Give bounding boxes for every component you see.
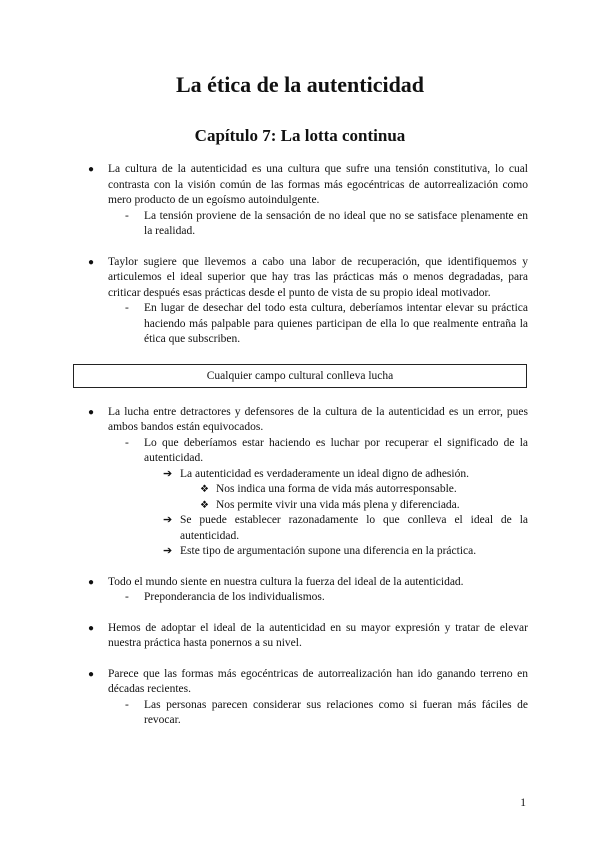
list-item <box>88 621 528 652</box>
list-item-text: La lucha entre detractores y defensores de la cultura de la autenticidad es un error, pues ambos bandos están equivocados. <box>108 405 528 433</box>
sub-list-item <box>125 209 528 240</box>
list-item-text: La cultura de la autenticidad es una cultura que sufre una tensión constitutiva, lo cual contrasta con la visión común de las formas más egocéntricas de autorrealización como mero producto de un egoísmo autoindulgente. <box>108 163 528 206</box>
sub-list-item <box>125 698 528 729</box>
bullet-dash-icon: - <box>125 209 129 222</box>
arrow-list-item <box>163 467 528 483</box>
arrow-right-icon: ➔ <box>163 545 173 557</box>
arrow-list-item <box>163 513 528 544</box>
diamond-list-item <box>200 482 528 498</box>
sub-list-item <box>125 301 528 348</box>
document-title: La ética de la autenticidad <box>175 72 425 97</box>
bullet-dot-icon: ● <box>88 668 95 680</box>
arrow-right-icon: ➔ <box>163 467 173 480</box>
sub-list-item-text: La tensión proviene de la sensación de no ideal que no se satisface plenamente en la realidad. <box>144 209 528 237</box>
arrow-list-item-text: Este tipo de argumentación supone una diferencia en la práctica. <box>180 545 477 557</box>
list-item-text: Taylor sugiere que llevemos a cabo una labor de recuperación, que identifiquemos y articulemos el ideal superior que hay tras las prácticas más o menos degradadas, para criticar después esas prácticas desde el punto de vista de su propio ideal motivador. <box>108 255 528 299</box>
diamond-list-item-text: Nos indica una forma de vida más autorresponsable. <box>216 483 457 495</box>
diamond-icon: ❖ <box>200 499 209 511</box>
list-item <box>88 575 528 591</box>
sub-list-item-text: Lo que deberíamos estar haciendo es luchar por recuperar el significado de la autenticidad. <box>144 436 528 464</box>
diamond-list-item-text: Nos permite vivir una vida más plena y diferenciada. <box>216 498 460 511</box>
bullet-dash-icon: - <box>125 436 129 449</box>
diamond-icon: ❖ <box>200 484 209 495</box>
sub-list-item <box>125 436 528 467</box>
bullet-dot-icon: ● <box>88 164 95 175</box>
arrow-list-item-text: La autenticidad es verdaderamente un ideal digno de adhesión. <box>180 467 469 480</box>
sub-list-item-text: En lugar de desechar del todo esta cultura, deberíamos intentar elevar su práctica haciendo más palpable para quienes participan de ella lo que realmente entraña la ética que subscriben. <box>144 302 528 345</box>
list-item <box>88 405 528 436</box>
list-item-text: Parece que las formas más egocéntricas de autorrealización han ido ganando terreno en décadas recientes. <box>108 667 528 695</box>
sub-list-item-text: Las personas parecen considerar sus relaciones como si fueran más fáciles de revocar. <box>144 698 528 726</box>
bullet-dot-icon: ● <box>88 576 95 588</box>
bullet-dash-icon: - <box>125 698 129 711</box>
list-item-text: Hemos de adoptar el ideal de la autenticidad en su mayor expresión y tratar de elevar nuestra práctica hasta ponernos a su nivel. <box>108 621 528 649</box>
list-item <box>88 667 528 698</box>
diamond-list-item <box>200 498 528 514</box>
list-item <box>88 255 528 302</box>
section-heading-box: Cualquier campo cultural conlleva lucha <box>73 364 527 388</box>
arrow-right-icon: ➔ <box>163 514 173 526</box>
document-body <box>0 162 600 729</box>
bullet-dash-icon: - <box>125 591 129 603</box>
arrow-list-item <box>163 544 528 560</box>
page-number: 1 <box>520 797 526 809</box>
arrow-list-item-text: Se puede establecer razonadamente lo que conlleva el ideal de la autenticidad. <box>180 514 528 542</box>
chapter-heading: Capítulo 7: La lotta continua <box>194 126 406 145</box>
list-item-text: Todo el mundo siente en nuestra cultura la fuerza del ideal de la autenticidad. <box>108 575 464 588</box>
list-item <box>88 162 528 209</box>
bullet-dot-icon: ● <box>88 622 95 634</box>
bullet-dot-icon: ● <box>88 406 95 418</box>
bullet-dot-icon: ● <box>88 256 95 268</box>
bullet-dash-icon: - <box>125 302 129 314</box>
sub-list-item-text: Preponderancia de los individualismos. <box>144 591 325 603</box>
sub-list-item <box>125 590 528 606</box>
